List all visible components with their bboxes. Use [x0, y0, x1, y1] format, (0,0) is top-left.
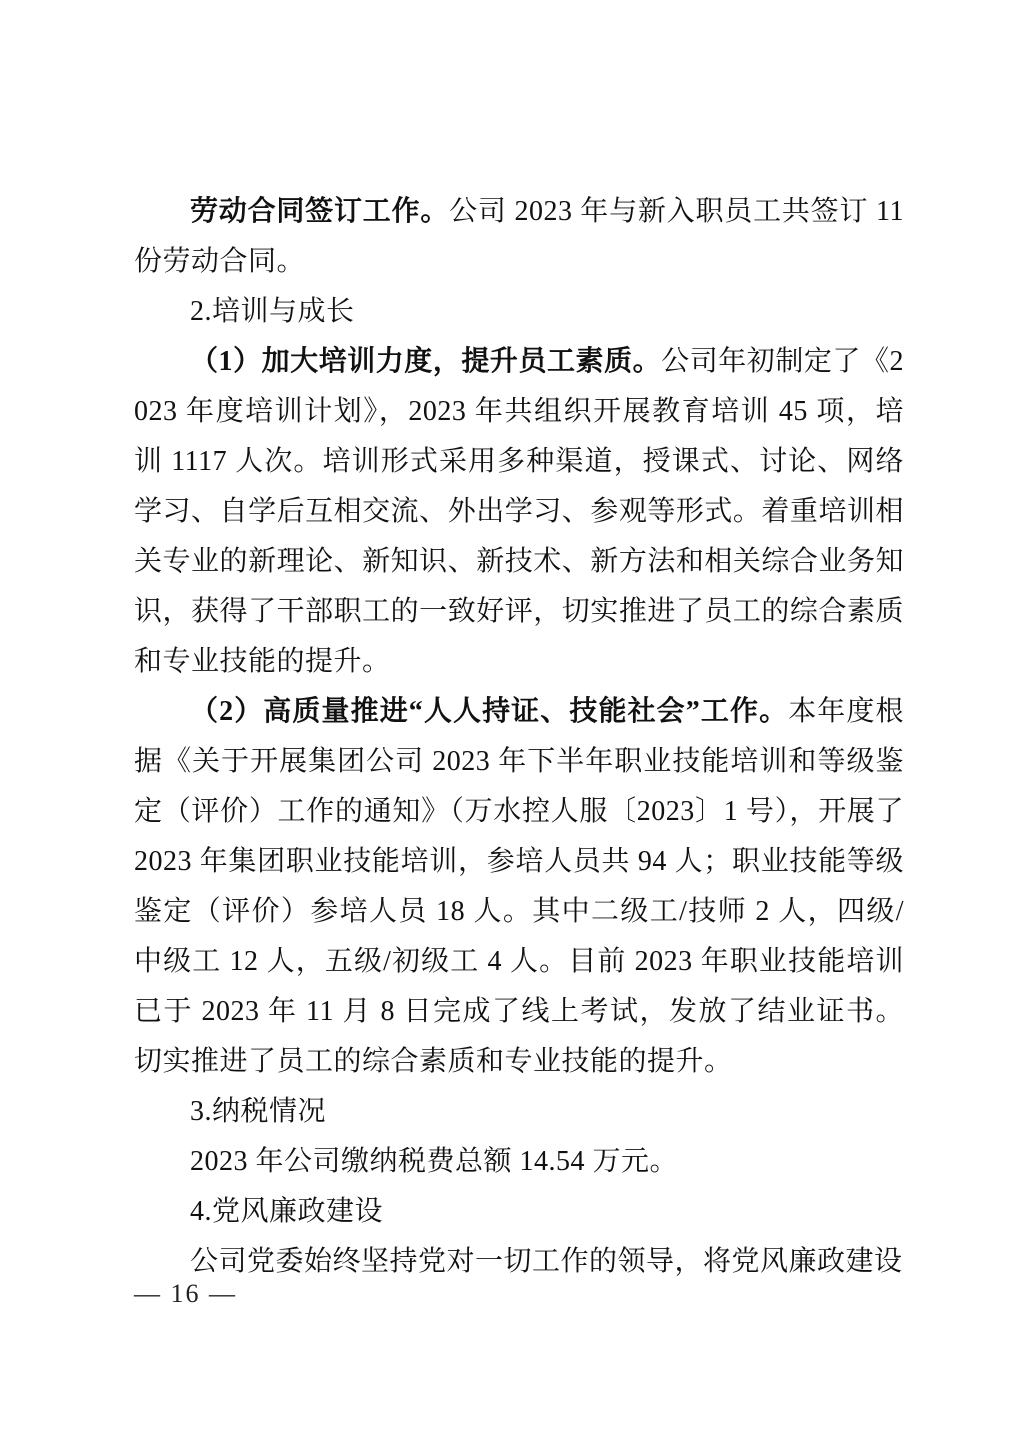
- paragraph-text: 2.培训与成长: [190, 296, 355, 327]
- paragraph-party-leadership: [134, 1237, 904, 1287]
- paragraph-text: 公司党委始终坚持党对一切工作的领导，将党风廉政建设: [190, 1246, 903, 1277]
- paragraph-lead: （2）高质量推进“人人持证、技能社会”工作。: [190, 696, 789, 727]
- paragraph-text: 公司年初制定了《2023 年度培训计划》，2023 年共组织开展教育培训 45 项，培训 1117 人次。培训形式采用多种渠道，授课式、讨论、网络学习、自学后互相交流、外出学习、参观等形式。着重培训相关专业的新理论、新知识、新技术、新方法和相关综合业务知识，获得了干部职工的一致好评，切实推进了员工的综合素质和专业技能的提升。: [134, 346, 904, 677]
- paragraph-text: 公司 2023 年与新入职员工共签订 11 份劳动合同。: [134, 196, 904, 277]
- paragraph-labor-contract: [134, 187, 904, 287]
- paragraph-lead: （1）加大培训力度，提升员工素质。: [190, 346, 662, 377]
- document-body: [134, 187, 904, 1287]
- paragraph-text: 本年度根据《关于开展集团公司 2023 年下半年职业技能培训和等级鉴定（评价）工作的通知》（万水控人服〔2023〕1 号），开展了 2023 年集团职业技能培训，参培人员共 94 人；职业技能等级鉴定（评价）参培人员 18 人。其中二级工/技师 2 人，四级/中级工 12 人，五级/初级工 4 人。目前 2023 年职业技能培训已于 2023 年 11 月 8 日完成了线上考试，发放了结业证书。切实推进了员工的综合素质和专业技能的提升。: [134, 696, 904, 1077]
- paragraph-training-strength: [134, 337, 904, 687]
- heading-party-conduct: [134, 1187, 904, 1237]
- paragraph-text: 3.纳税情况: [190, 1096, 327, 1127]
- page-number: — 16 —: [134, 1279, 237, 1308]
- paragraph-tax-amount: [134, 1137, 904, 1187]
- paragraph-skill-certification: [134, 687, 904, 1087]
- paragraph-text: 4.党风廉政建设: [190, 1196, 384, 1227]
- paragraph-text: 2023 年公司缴纳税费总额 14.54 万元。: [190, 1146, 679, 1177]
- paragraph-lead: 劳动合同签订工作。: [190, 196, 450, 227]
- heading-training-growth: [134, 287, 904, 337]
- heading-tax-situation: [134, 1087, 904, 1137]
